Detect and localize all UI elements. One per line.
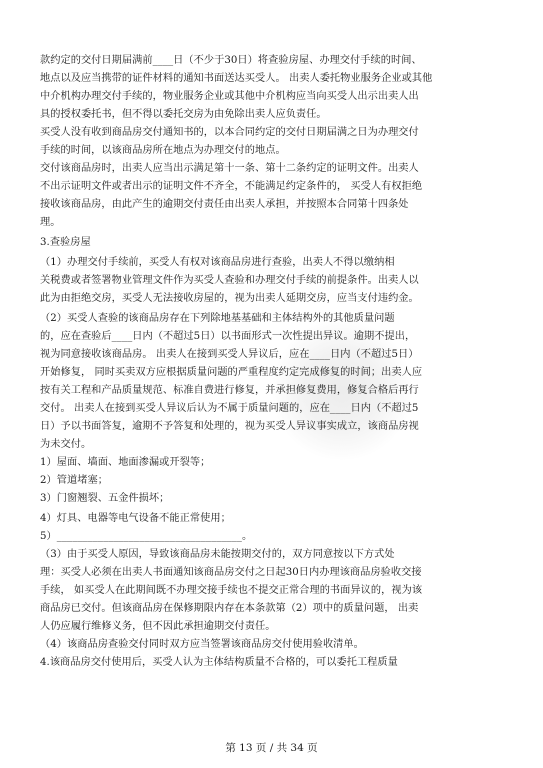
text-line: 关税费或者签署物业管理文件作为买受人查验和办理交付手续的前提条件。出卖人以 [40, 275, 419, 286]
text-line: （3）由于买受人原因，导致该商品房未能按期交付的，双方同意按以下方式处 [40, 549, 395, 560]
text-line: 交付该商品房时，出卖人应当出示满足第十一条、第十二条约定的证明文件。出卖人 [40, 163, 419, 174]
text-line: 交付。 出卖人在接到买受人异议后认为不属于质量问题的，应在____日内（不超过5 [40, 403, 419, 414]
text-line: 人仍应履行维修义务，但不因此承担逾期交付责任。 [40, 621, 276, 632]
page-footer: 第 13 页 / 共 34 页 [225, 742, 318, 754]
text-line: 为未交付。 [40, 439, 92, 450]
text-line: 按有关工程和产品质量规范、标准自费进行修复，并承担修复费用，修复合格后再行 [40, 385, 419, 396]
text-line: 3）门窗翘裂、五金件损坏； [40, 493, 170, 504]
text-line: 1）屋面、墙面、地面渗漏或开裂等； [40, 457, 211, 468]
text-line: 地点以及应当携带的证件材料的通知书面送达买受人。 出卖人委托物业服务企业或其他 [40, 73, 433, 84]
text-line: 手续， 如买受人在此期间既不办理交接手续也不提交正常合理的书面异议的，视为该 [40, 585, 423, 596]
text-line: 理：买受人必须在出卖人书面通知该商品房交付之日起30日内办理该商品房验收交接 [40, 567, 422, 578]
text-line: 具的授权委托书，但不得以委托交房为由免除出卖人应负责任。 [40, 109, 327, 120]
text-line: 视为同意接收该商品房。 出卖人在接到买受人异议后，应在____日内（不超过5日） [40, 349, 419, 360]
text-line: （2）买受人查验的该商品房存在下列除地基基础和主体结构外的其他质量问题 [40, 313, 395, 324]
text-line: 4）灯具、电器等电气设备不能正常使用； [40, 513, 231, 524]
text-line: 2）管道堵塞； [40, 475, 108, 486]
text-line: 的，应在查验后____日内（不超过5日）以书面形式一次性提出异议。逾期不提出， [40, 331, 416, 342]
text-line: 款约定的交付日期届满前____日（不少于30日）将查验房屋、办理交付手续的时间、 [40, 55, 422, 66]
text-line: 手续的时间，以该商品房所在地点为办理交付的地点。 [40, 145, 286, 156]
text-line: （1）办理交付手续前，买受人有权对该商品房进行查验，出卖人不得以缴纳相 [40, 257, 395, 268]
text-line: 不出示证明文件或者出示的证明文件不齐全，不能满足约定条件的， 买受人有权拒绝 [40, 181, 423, 192]
text-line: 日）予以书面答复，逾期不予答复和处理的，视为买受人异议事实成立，该商品房视 [40, 421, 419, 432]
text-line: 3.查验房屋 [40, 237, 91, 248]
text-line: （4）该商品房查验交付同时双方应当签署该商品房交付使用验收清单。 [40, 639, 364, 650]
text-line: 买受人没有收到商品房交付通知书的，以本合同约定的交付日期届满之日为办理交付 [40, 127, 419, 138]
text-line: 商品房已交付。但该商品房在保修期限内存在本条款第（2）项中的质量问题， 出卖 [40, 603, 419, 614]
text-line: 此为由拒绝交房，买受人无法接收房屋的，视为出卖人延期交房，应当支付违约金。 [40, 293, 419, 304]
text-line: 接收该商品房，由此产生的逾期交付责任由出卖人承担，并按照本合同第十四条处 [40, 199, 409, 210]
text-line: 4.该商品房交付使用后，买受人认为主体结构质量不合格的，可以委托工程质量 [40, 657, 398, 668]
text-line: 理。 [40, 217, 61, 228]
text-line: 5）____________________________________。 [40, 531, 253, 542]
text-line: 中介机构办理交付手续的，物业服务企业或其他中介机构应当向买受人出示出卖人出 [40, 91, 419, 102]
text-line: 开始修复， 同时买卖双方应根据质量问题的严重程度约定完成修复的时间；出卖人应 [40, 367, 423, 378]
